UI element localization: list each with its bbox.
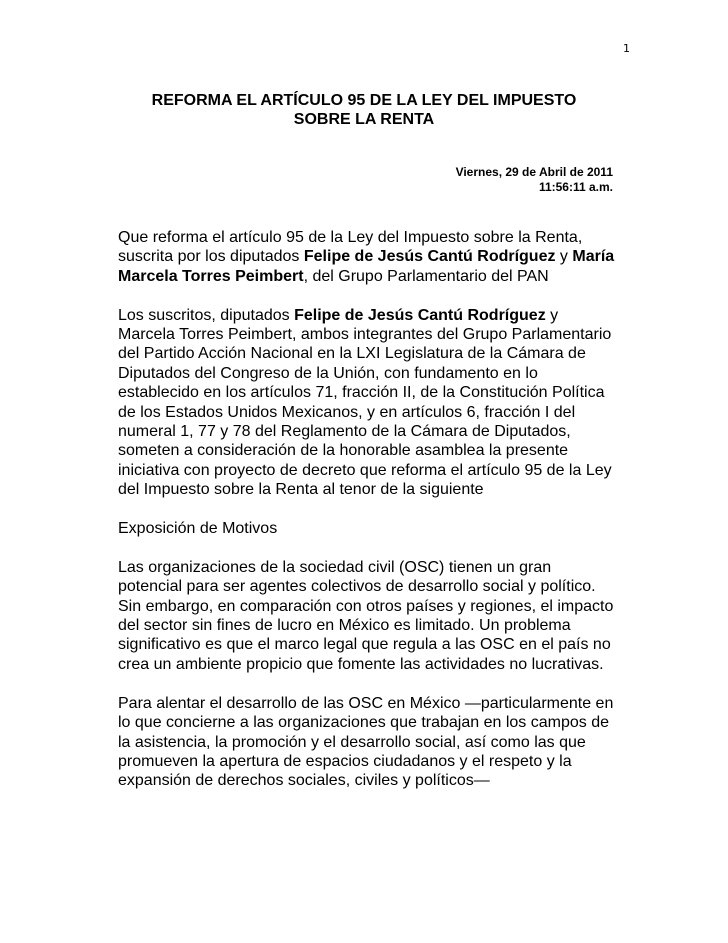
page-number: 1	[623, 42, 630, 55]
intro-text-2: y	[555, 248, 573, 266]
intro-text-1: Que reforma el artículo 95 de la Ley del Impuesto sobre la Renta, suscrita por los diputados	[118, 229, 583, 266]
signatories-text-1: Los suscritos, diputados	[118, 306, 295, 324]
intro-text-3: , del Grupo Parlamentario del PAN	[303, 267, 549, 285]
signatories-paragraph	[118, 306, 618, 500]
document-body	[118, 228, 618, 810]
intro-paragraph	[118, 228, 618, 286]
document-title	[118, 91, 610, 129]
deputy-name-2: María Marcela Torres Peimbert	[118, 248, 615, 285]
deputy-name-1: Felipe de Jesús Cantú Rodríguez	[303, 248, 556, 266]
title-line-2: SOBRE LA RENTA	[293, 111, 435, 128]
motives-paragraph-1: Las organizaciones de la sociedad civil (OSC) tienen un gran potencial para ser agentes colectivos de desarrollo social y político. Sin embargo, en comparación con otros países y regiones, el impacto del sector sin fines de lucro en México es limitado. Un problema significativo es que el marco legal que regula a las OSC en el país no crea un ambiente propicio que fomente las actividades no lucrativas.	[118, 558, 614, 673]
date: Viernes, 29 de Abril de 2011	[455, 165, 613, 179]
section-heading: Exposición de Motivos	[118, 520, 278, 538]
signatories-text-2: y Marcela Torres Peimbert, ambos integrantes del Grupo Parlamentario del Partido Acción Nacional en la LXI Legislatura de la Cámara de Diputados del Congreso de la Unión, con fundamento en lo establecido en los artículos 71, fracción II, de la Constitución Política de los Estados Unidos Mexicanos, y en artículos 6, fracción I del numeral 1, 77 y 78 del Reglamento de la Cámara de Diputados, someten a consideración de la honorable asamblea la presente iniciativa con proyecto de decreto que reforma el artículo 95 de la Ley del Impuesto sobre la Renta al tenor de la siguiente	[118, 306, 612, 499]
dateline	[456, 165, 613, 195]
signatory-name: Felipe de Jesús Cantú Rodríguez	[294, 306, 546, 324]
title-line-1: REFORMA EL ARTÍCULO 95 DE LA LEY DEL IMPUESTO	[151, 92, 577, 109]
motives-paragraph-2: Para alentar el desarrollo de las OSC en México —particularmente en lo que concierne a las organizaciones que trabajan en los campos de la asistencia, la promoción y el desarrollo social, así como las que promueven la apertura de espacios ciudadanos y el respeto y la expansión de derechos sociales, civiles y políticos—	[118, 694, 614, 790]
time: 11:56:11 a.m.	[538, 180, 613, 194]
